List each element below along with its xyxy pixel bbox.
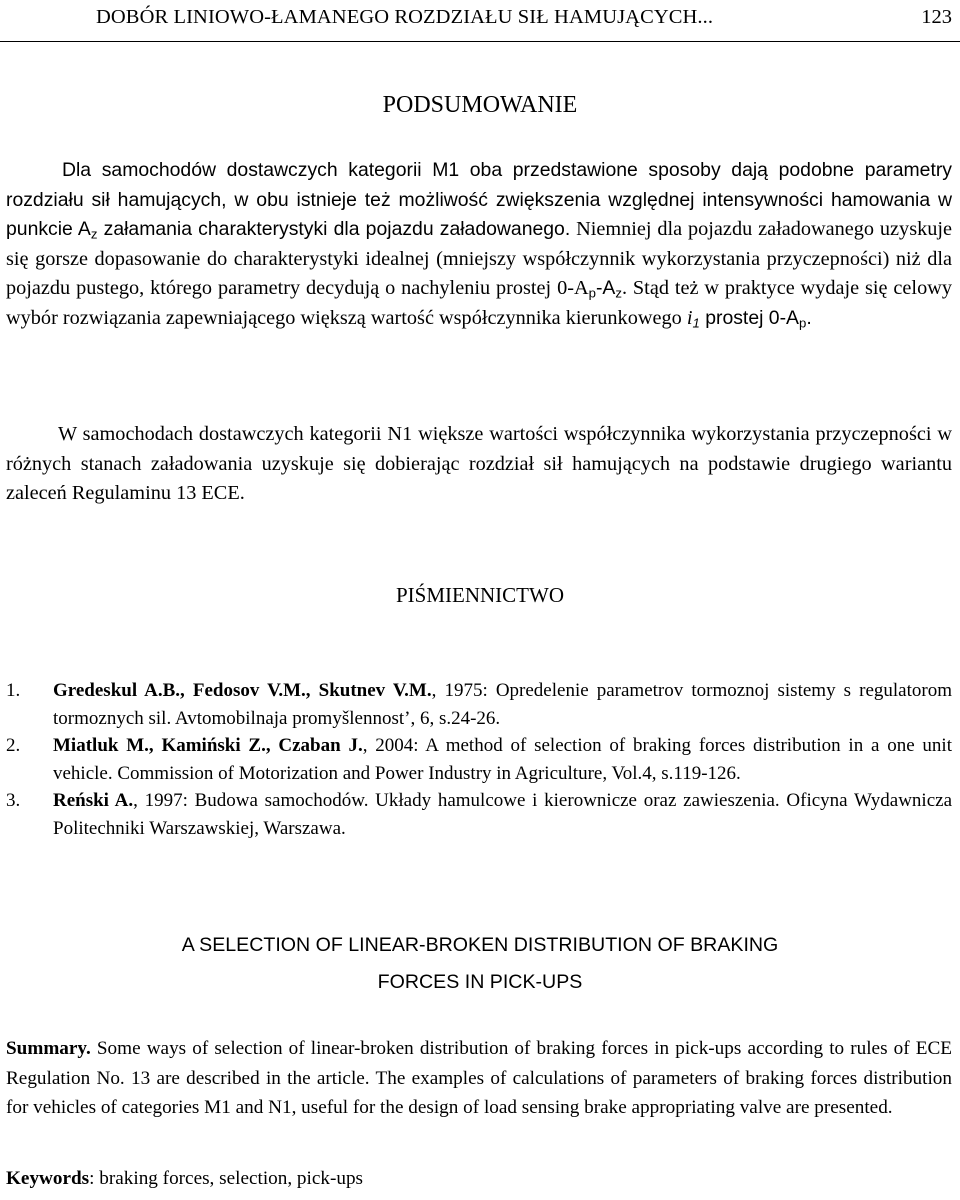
para1-subscript-3: z	[615, 285, 622, 301]
para1-text-1: Dla samochodów dostawczych kategorii M1 oba przedstawione sposoby dają podobne parametry rozdziału sił hamujących, w obu istnieje też możliwość zwiększenia względnej intensywności hamowania w punkcie A	[6, 159, 952, 240]
reference-number: 2.	[6, 735, 21, 756]
reference-details: , 2004: A method of selection of braking forces distribution in a one unit vehicle. Commission of Motorization and Power Industry in Agriculture, Vol.4, s.119-126.	[53, 735, 952, 784]
para1-variable-i: i	[686, 306, 693, 329]
english-title-line-1: A SELECTION OF LINEAR-BROKEN DISTRIBUTION OF BRAKING	[181, 934, 779, 956]
para1-subscript-2: p	[588, 285, 596, 301]
reference-number: 1.	[6, 680, 21, 701]
para1-subscript-1: z	[90, 226, 98, 242]
references-list	[6, 677, 952, 842]
reference-authors: Gredeskul A.B., Fedosov V.M., Skutnev V.M.	[53, 680, 432, 701]
references-title: PIŚMIENNICTWO	[396, 583, 564, 607]
reference-item	[6, 787, 952, 842]
reference-authors: Reński A.	[53, 790, 134, 811]
summary-text: Some ways of selection of linear-broken distribution of braking forces in pick-ups according to rules of ECE Regulation No. 13 are described in the article. The examples of calculations of parameters of braking forces distribution for vehicles of categories M1 and N1, useful for the design of load sensing brake appropriating valve are presented.	[6, 1038, 952, 1118]
para1-subscript-4: 1	[692, 315, 700, 331]
reference-details: , 1975: Opredelenie parametrov tormoznoj sistemy s regulatorom tormoznych sil. Avtomobilnaja promyšlennost’, 6, s.24-26.	[53, 680, 952, 729]
running-title: DOBÓR LINIOWO-ŁAMANEGO ROZDZIAŁU SIŁ HAMUJĄCYCH...	[96, 6, 714, 28]
summary-paragraph-1	[6, 156, 952, 333]
keywords-label: Keywords	[6, 1168, 90, 1189]
reference-number: 3.	[6, 790, 21, 811]
reference-item	[6, 677, 952, 732]
summary-section-title: PODSUMOWANIE	[382, 92, 578, 118]
para1-text-7: .	[806, 306, 812, 329]
reference-details: , 1997: Budowa samochodów. Układy hamulcowe i kierownicze oraz zawieszenia. Oficyna Wydawnicza Politechniki Warszawskiej, Warszawa.	[53, 790, 952, 839]
summary-label: Summary.	[6, 1038, 91, 1059]
english-summary	[6, 1034, 952, 1123]
english-title-line-2: FORCES IN PICK-UPS	[377, 971, 583, 993]
para1-text-3: Niemniej dla pojazdu załadowanego uzyskuje się gorsze dopasowanie do charakterystyki idealnej (mniejszy współczynnik wykorzystania przyczepności) niż dla pojazdu pustego, którego parametry decydują o nachyleniu prostej 0-A	[6, 218, 952, 299]
para1-text-5: . Stąd też w praktyce wydaje się celowy wybór rozwiązania zapewniającego większą wartość współczynnika kierunkowego	[6, 277, 952, 329]
reference-item	[6, 732, 952, 787]
summary-paragraph-2: W samochodach dostawczych kategorii N1 większe wartości współczynnika wykorzystania przyczepności w różnych stanach załadowania uzyskuje się dobierając rozdział sił hamujących na podstawie drugiego wariantu zaleceń Regulaminu 13 ECE.	[6, 423, 952, 504]
reference-authors: Miatluk M., Kamiński Z., Czaban J.	[53, 735, 363, 756]
keywords	[6, 1168, 363, 1190]
para1-text-6: prostej 0-A	[699, 306, 799, 329]
page-number: 123	[921, 6, 952, 28]
para1-text-4: -A	[595, 277, 616, 299]
running-header	[0, 0, 960, 42]
para1-text-2: załamania charakterystyki dla pojazdu załadowanego.	[97, 218, 571, 240]
keywords-text: : braking forces, selection, pick-ups	[89, 1168, 364, 1189]
para1-subscript-5: p	[798, 315, 807, 331]
english-title	[0, 927, 960, 1001]
